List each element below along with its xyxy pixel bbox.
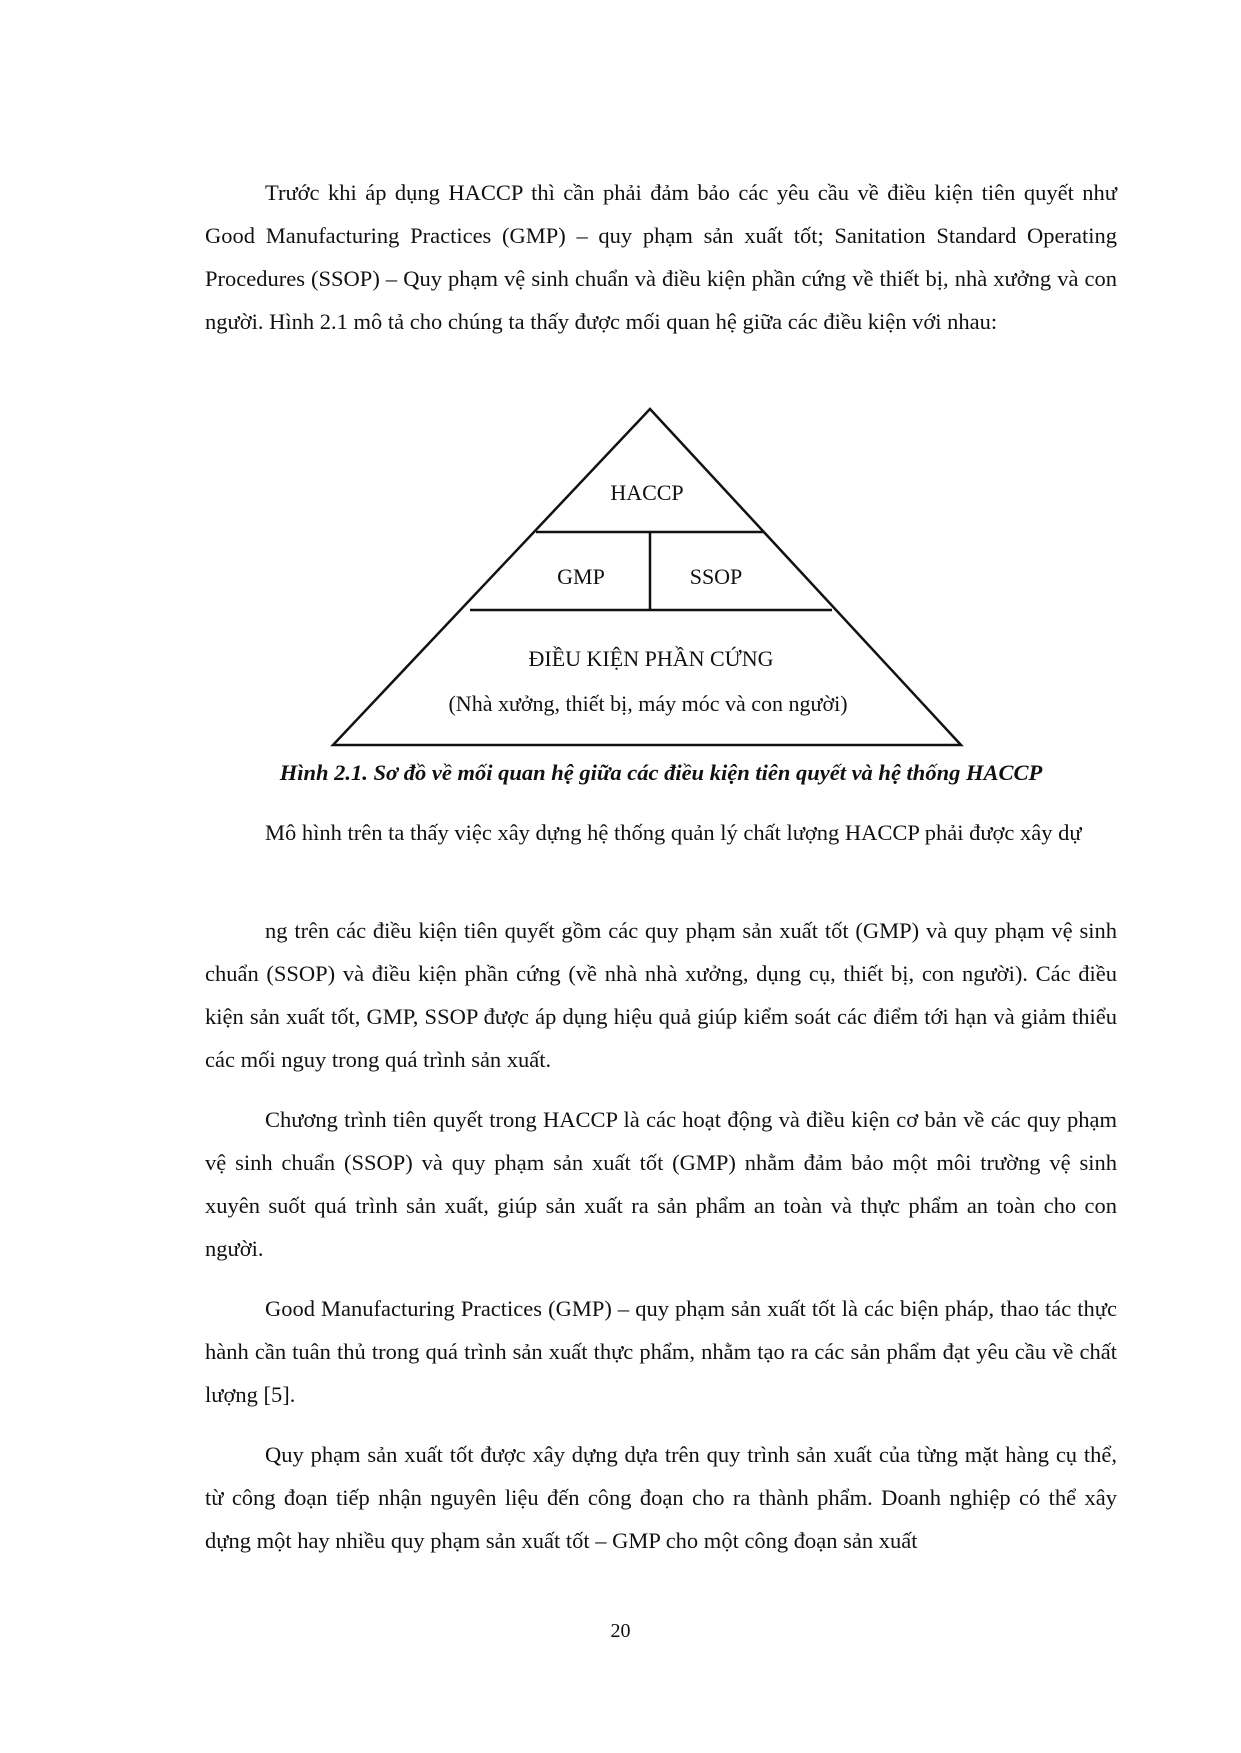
figure-caption: Hình 2.1. Sơ đồ về mối quan hệ giữa các điều kiện tiên quyết và hệ thống HACCP — [279, 760, 1043, 785]
diagram-gmp-label: GMP — [557, 564, 605, 589]
body-paragraph: Chương trình tiên quyết trong HACCP là các hoạt động và điều kiện cơ bản về các quy phạm vệ sinh chuẩn (SSOP) và quy phạm sản xuất tốt (GMP) nhằm đảm bảo một môi trường vệ sinh xuyên suốt quá trình sản xuất, giúp sản xuất ra sản phẩm an toàn và thực phẩm an toàn cho con người. — [205, 1107, 1117, 1261]
body-paragraph: Mô hình trên ta thấy việc xây dựng hệ thống quản lý chất lượng HACCP phải được xây dự — [265, 820, 1082, 845]
page-number: 20 — [610, 1620, 631, 1642]
diagram-base-title: ĐIỀU KIỆN PHẦN CỨNG — [528, 646, 774, 671]
body-paragraph: ng trên các điều kiện tiên quyết gồm các quy phạm sản xuất tốt (GMP) và quy phạm vệ sinh chuẩn (SSOP) và điều kiện phần cứng (về nhà nhà xưởng, dụng cụ, thiết bị, con người). Các điều kiện sản xuất tốt, GMP, SSOP được áp dụng hiệu quả giúp kiểm soát các điểm tới hạn và giảm thiểu các mối nguy trong quá trình sản xuất. — [205, 918, 1117, 1072]
body-paragraph: Quy phạm sản xuất tốt được xây dựng dựa trên quy trình sản xuất của từng mặt hàng cụ thể, từ công đoạn tiếp nhận nguyên liệu đến công đoạn cho ra thành phẩm. Doanh nghiệp có thể xây dựng một hay nhiều quy phạm sản xuất tốt – GMP cho một công đoạn sản xuất — [205, 1442, 1117, 1553]
body-paragraph: Good Manufacturing Practices (GMP) – quy phạm sản xuất tốt là các biện pháp, thao tác thực hành cần tuân thủ trong quá trình sản xuất thực phẩm, nhằm tạo ra các sản phẩm đạt yêu cầu về chất lượng [5]. — [205, 1296, 1117, 1407]
diagram-ssop-label: SSOP — [689, 564, 743, 589]
diagram-base-subtitle: (Nhà xưởng, thiết bị, máy móc và con người) — [448, 691, 848, 716]
diagram-haccp-label: HACCP — [610, 480, 684, 505]
intro-paragraph: Trước khi áp dụng HACCP thì cần phải đảm bảo các yêu cầu về điều kiện tiên quyết như Good Manufacturing Practices (GMP) – quy phạm sản xuất tốt; Sanitation Standard Operating Procedures (SSOP) – Quy phạm vệ sinh chuẩn và điều kiện phần cứng về thiết bị, nhà xưởng và con người. Hình 2.1 mô tả cho chúng ta thấy được mối quan hệ giữa các điều kiện với nhau: — [205, 180, 1117, 334]
haccp-pyramid-diagram — [0, 0, 1241, 760]
